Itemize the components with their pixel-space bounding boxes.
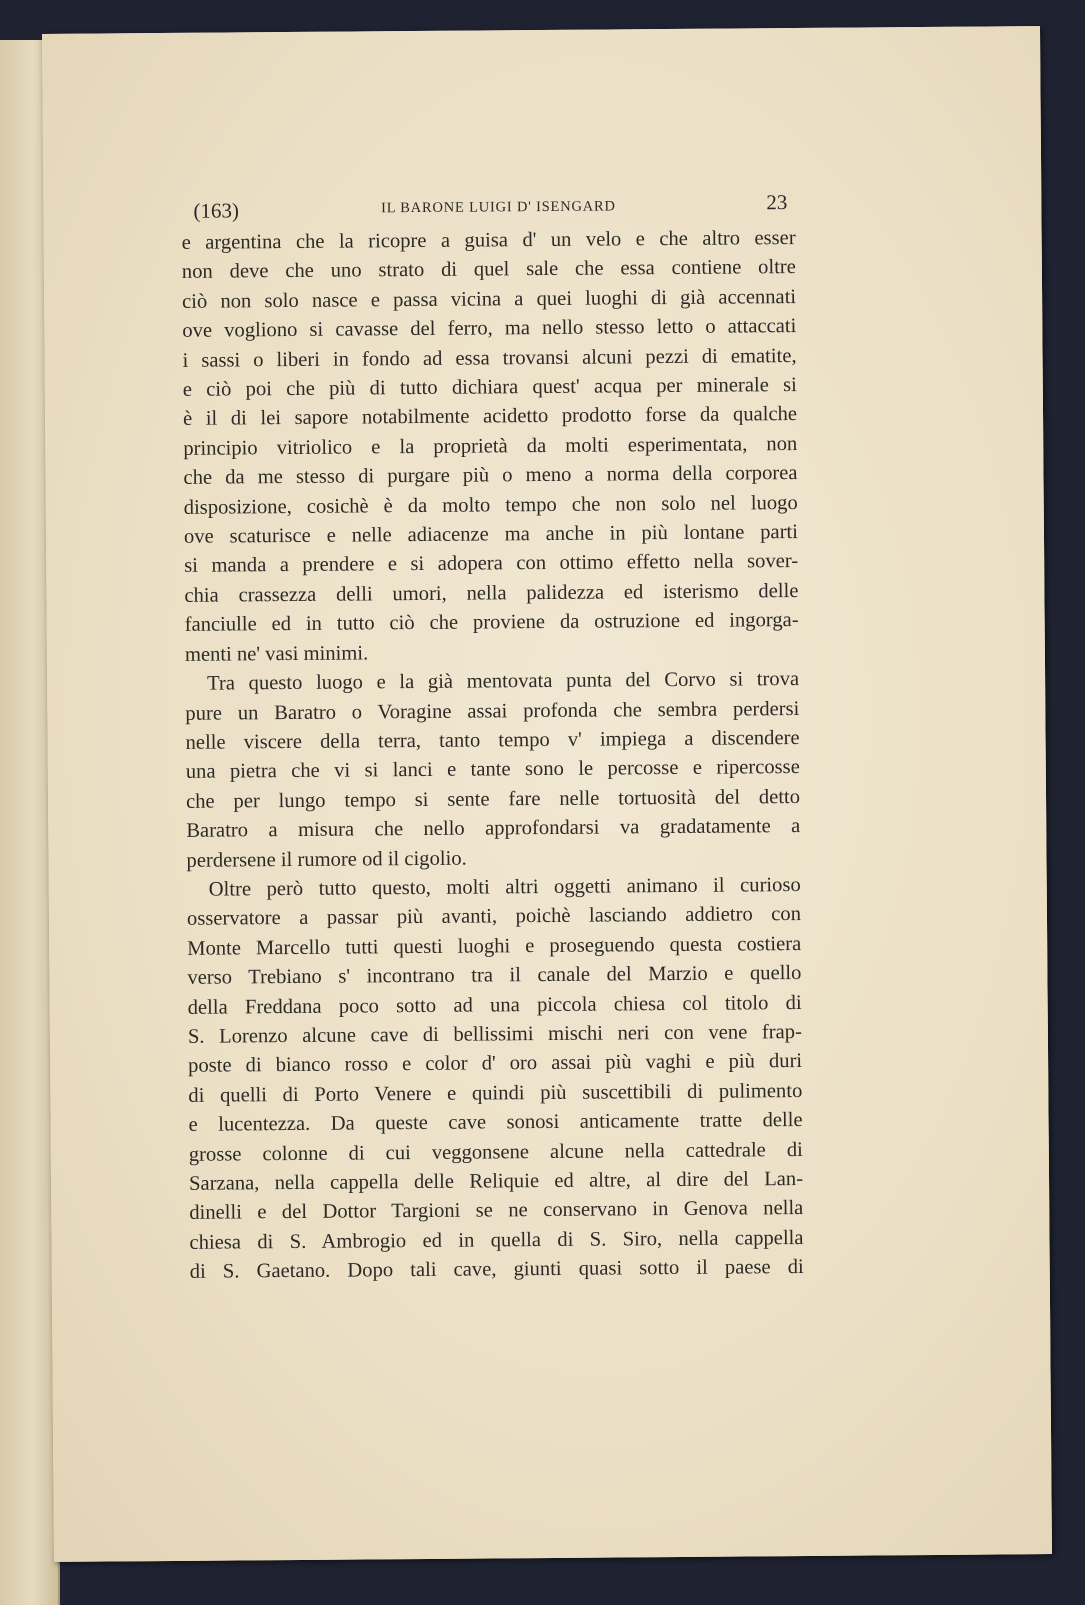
text-line: pure un Baratro o Voragine assai profonda che sembra perdersi <box>185 697 800 725</box>
running-head-title: IL BARONE LUIGI D' ISENGARD <box>380 198 616 217</box>
text-line: si manda a prendere e si adopera con ottimo effetto nella sover- <box>184 550 799 578</box>
text-line: di S. Gaetano. Dopo tali cave, giunti quasi sotto il paese di <box>189 1256 804 1284</box>
text-line: dinelli e del Dottor Targioni se ne conservano in Genova nella <box>189 1197 804 1225</box>
text-line: chiesa di S. Ambrogio ed in quella di S. Siro, nella cappella <box>189 1226 804 1254</box>
text-line: verso Trebiano s' incontrano tra il canale del Marzio e quello <box>187 962 802 989</box>
text-line: Oltre però tutto questo, molti altri oggetti animano il curioso <box>208 873 801 901</box>
text-line: chia crassezza delli umori, nella palidezza ed isterismo delle <box>184 579 799 607</box>
book-page <box>42 26 1052 1562</box>
running-head <box>181 190 795 229</box>
text-line: che per lungo tempo si sente fare nelle tortuosità del detto <box>185 785 801 813</box>
text-line: ove scaturisce e nelle adiacenze ma anche in più lontane parti <box>183 521 799 548</box>
text-line: e argentina che la ricopre a guisa d' un velo e che altro esser <box>181 227 796 254</box>
text-line: S. Lorenzo alcune cave di bellissimi mischi neri con vene frap- <box>187 1020 802 1048</box>
text-line: non deve che uno strato di quel sale che essa contiene oltre <box>181 256 796 284</box>
text-line: poste di bianco rosso e color d' oro assai più vaghi e più duri <box>188 1050 803 1078</box>
text-line: menti ne' vasi minimi. <box>184 642 369 666</box>
text-line: perdersene il rumore od il cigolio. <box>186 847 467 872</box>
text-line: che da me stesso di purgare più o meno a norma della corporea <box>183 462 798 490</box>
text-line: principio vitriolico e la proprietà da molti esperimentata, non <box>183 432 798 460</box>
text-line: è il di lei sapore notabilmente acidetto prodotto forse da qualche <box>182 403 798 431</box>
text-line: i sassi o liberi in fondo ad essa trovansi alcuni pezzi di ematite, <box>182 344 797 372</box>
text-block <box>181 190 804 1287</box>
text-line: osservatore a passar più avanti, poichè lasciando addietro con <box>186 903 802 931</box>
text-line: disposizione, cosichè è da molto tempo che non solo nel luogo <box>183 491 798 519</box>
page-number: 23 <box>766 190 788 215</box>
text-line: e lucentezza. Da queste cave sonosi anticamente tratte delle <box>188 1109 803 1137</box>
text-line: e ciò poi che più di tutto dichiara quest' acqua per minerale si <box>182 374 797 401</box>
running-head-folio: (163) <box>193 198 240 223</box>
text-line: fanciulle ed in tutto ciò che proviene da ostruzione ed ingorga- <box>184 609 799 637</box>
text-line: grosse colonne di cui veggonsene alcune nella cattedrale di <box>188 1138 803 1166</box>
text-line: della Freddana poco sotto ad una piccola chiesa col titolo di <box>187 991 802 1019</box>
text-line: nelle viscere della terra, tanto tempo v' impiega a discendere <box>185 726 800 754</box>
text-line: ove vogliono si cavasse del ferro, ma nello stesso letto o attaccati <box>182 315 797 343</box>
text-line: ciò non solo nasce e passa vicina a quei luoghi di già accennati <box>182 285 797 313</box>
text-line: Tra questo luogo e la già mentovata punta del Corvo si trova <box>207 668 800 695</box>
body-text <box>182 224 804 1287</box>
text-line: Monte Marcello tutti questi luoghi e proseguendo questa costiera <box>187 932 802 960</box>
text-line: Sarzana, nella cappella delle Reliquie ed altre, al dire del Lan- <box>188 1168 804 1195</box>
text-line: una pietra che vi si lanci e tante sono le percosse e ripercosse <box>185 756 800 784</box>
text-line: Baratro a misura che nello approfondarsi va gradatamente a <box>186 815 801 842</box>
text-line: di quelli di Porto Venere e quindi più suscettibili di pulimento <box>188 1079 803 1107</box>
